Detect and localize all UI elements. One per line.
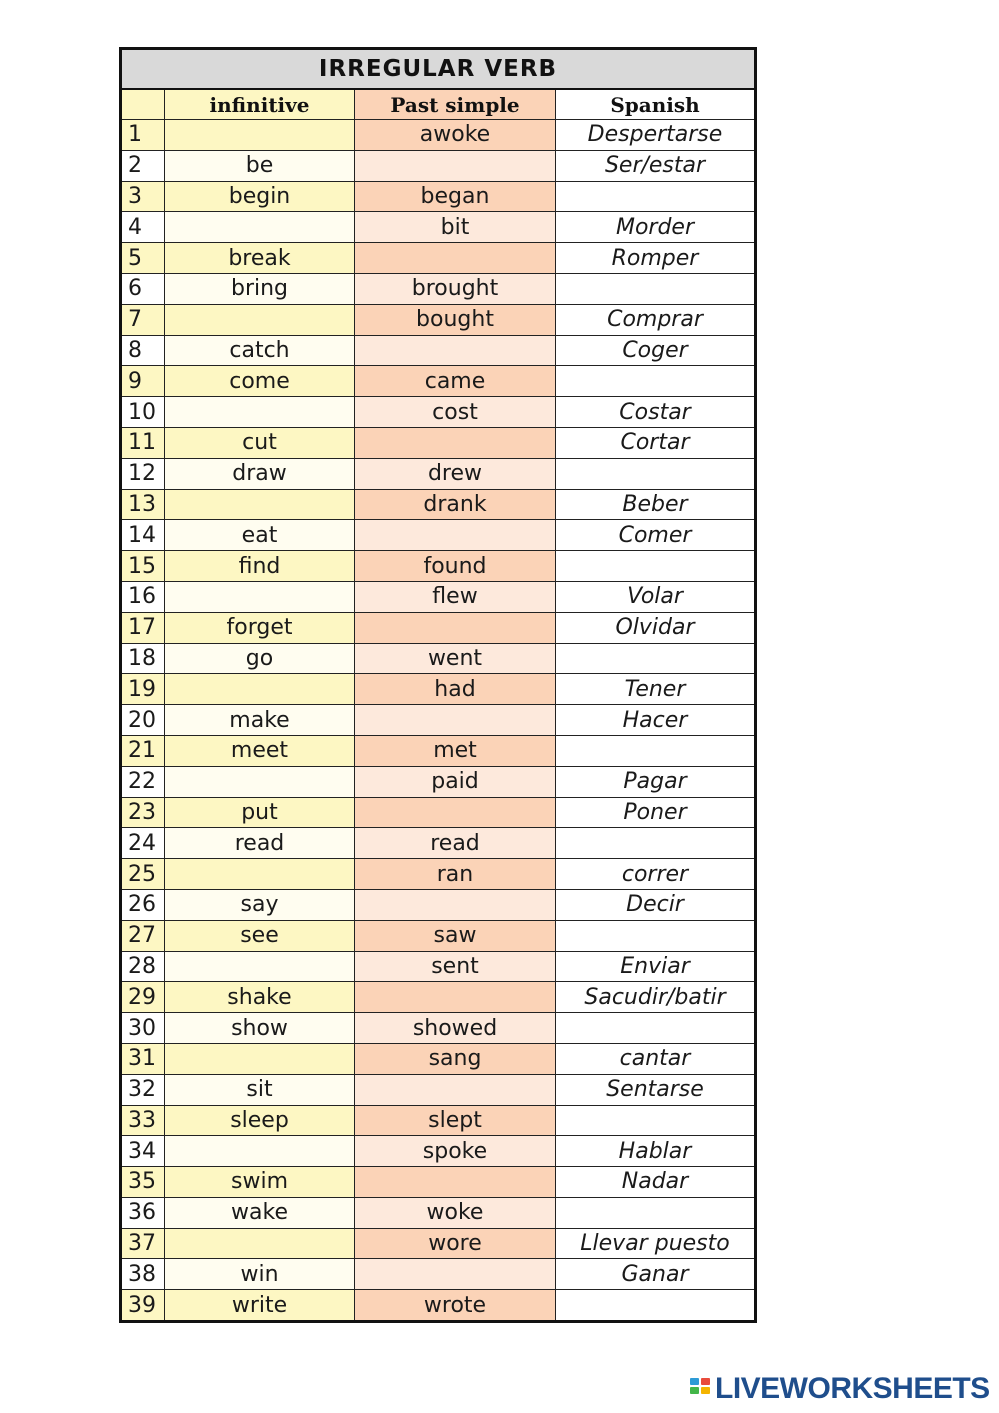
spanish-cell: Ganar <box>556 1259 756 1290</box>
infinitive-cell <box>165 489 355 520</box>
infinitive-cell: say <box>165 889 355 920</box>
table-row <box>121 612 756 643</box>
past-simple-cell <box>355 705 556 736</box>
row-number: 8 <box>121 335 165 366</box>
table-row <box>121 643 756 674</box>
past-simple-cell: ran <box>355 859 556 890</box>
past-simple-cell: woke <box>355 1197 556 1228</box>
infinitive-cell: write <box>165 1290 355 1322</box>
row-number: 30 <box>121 1013 165 1044</box>
past-simple-cell: showed <box>355 1013 556 1044</box>
row-number: 32 <box>121 1074 165 1105</box>
row-number: 7 <box>121 304 165 335</box>
row-number: 19 <box>121 674 165 705</box>
past-simple-cell: bit <box>355 212 556 243</box>
infinitive-cell: go <box>165 643 355 674</box>
row-number: 34 <box>121 1136 165 1167</box>
spanish-cell: Comprar <box>556 304 756 335</box>
row-number: 14 <box>121 520 165 551</box>
infinitive-cell <box>165 1136 355 1167</box>
spanish-cell: Romper <box>556 243 756 274</box>
table-row <box>121 489 756 520</box>
spanish-cell <box>556 643 756 674</box>
table-row <box>121 1259 756 1290</box>
spanish-cell: Nadar <box>556 1167 756 1198</box>
table-row <box>121 797 756 828</box>
brand-name: LIVEWORKSHEETS <box>715 1372 990 1405</box>
past-simple-cell: awoke <box>355 120 556 151</box>
table-row <box>121 859 756 890</box>
infinitive-cell: sit <box>165 1074 355 1105</box>
row-number: 4 <box>121 212 165 243</box>
table-row <box>121 951 756 982</box>
past-simple-cell: paid <box>355 766 556 797</box>
past-simple-cell <box>355 982 556 1013</box>
row-number: 36 <box>121 1197 165 1228</box>
table-row <box>121 1290 756 1322</box>
infinitive-cell <box>165 212 355 243</box>
irregular-verb-table <box>119 47 757 1323</box>
row-number: 24 <box>121 828 165 859</box>
spanish-cell: Poner <box>556 797 756 828</box>
liveworksheets-logo-icon <box>690 1376 712 1402</box>
row-number: 25 <box>121 859 165 890</box>
spanish-cell <box>556 735 756 766</box>
infinitive-cell: find <box>165 551 355 582</box>
past-simple-cell: spoke <box>355 1136 556 1167</box>
spanish-column-header: Spanish <box>556 89 756 120</box>
infinitive-cell: win <box>165 1259 355 1290</box>
table-row <box>121 1013 756 1044</box>
table-row <box>121 674 756 705</box>
spanish-cell: Olvidar <box>556 612 756 643</box>
spanish-cell <box>556 1197 756 1228</box>
infinitive-cell: shake <box>165 982 355 1013</box>
spanish-cell: Hacer <box>556 705 756 736</box>
past-simple-cell: went <box>355 643 556 674</box>
spanish-cell <box>556 366 756 397</box>
past-simple-cell: began <box>355 181 556 212</box>
past-simple-cell: bought <box>355 304 556 335</box>
row-number: 28 <box>121 951 165 982</box>
spanish-cell: Sentarse <box>556 1074 756 1105</box>
row-number: 21 <box>121 735 165 766</box>
infinitive-cell: cut <box>165 427 355 458</box>
spanish-cell <box>556 181 756 212</box>
row-number: 12 <box>121 458 165 489</box>
infinitive-cell: read <box>165 828 355 859</box>
infinitive-cell: meet <box>165 735 355 766</box>
spanish-cell: Coger <box>556 335 756 366</box>
table-row <box>121 520 756 551</box>
infinitive-cell: sleep <box>165 1105 355 1136</box>
spanish-cell: Beber <box>556 489 756 520</box>
infinitive-cell: forget <box>165 612 355 643</box>
row-number: 10 <box>121 397 165 428</box>
row-number: 15 <box>121 551 165 582</box>
infinitive-cell <box>165 397 355 428</box>
table-row <box>121 1043 756 1074</box>
spanish-cell <box>556 920 756 951</box>
row-number: 17 <box>121 612 165 643</box>
spanish-cell: Cortar <box>556 427 756 458</box>
infinitive-cell: be <box>165 150 355 181</box>
past-simple-cell <box>355 1167 556 1198</box>
row-number: 20 <box>121 705 165 736</box>
liveworksheets-brand <box>690 1372 990 1406</box>
row-number: 18 <box>121 643 165 674</box>
infinitive-cell <box>165 581 355 612</box>
spanish-cell: Comer <box>556 520 756 551</box>
row-number: 38 <box>121 1259 165 1290</box>
row-number: 16 <box>121 581 165 612</box>
infinitive-cell: show <box>165 1013 355 1044</box>
spanish-cell: Sacudir/batir <box>556 982 756 1013</box>
table-row <box>121 1228 756 1259</box>
spanish-cell: Hablar <box>556 1136 756 1167</box>
past-simple-cell <box>355 612 556 643</box>
spanish-cell: Llevar puesto <box>556 1228 756 1259</box>
spanish-cell <box>556 1290 756 1322</box>
past-simple-cell: had <box>355 674 556 705</box>
row-number: 23 <box>121 797 165 828</box>
table-row <box>121 150 756 181</box>
table-row <box>121 273 756 304</box>
row-number: 9 <box>121 366 165 397</box>
infinitive-cell: catch <box>165 335 355 366</box>
row-number: 35 <box>121 1167 165 1198</box>
row-number: 1 <box>121 120 165 151</box>
spanish-cell: Tener <box>556 674 756 705</box>
past-simple-cell: sent <box>355 951 556 982</box>
past-simple-cell: read <box>355 828 556 859</box>
row-number: 29 <box>121 982 165 1013</box>
table-row <box>121 304 756 335</box>
spanish-cell <box>556 458 756 489</box>
spanish-cell <box>556 551 756 582</box>
table-row <box>121 427 756 458</box>
table-row <box>121 889 756 920</box>
infinitive-cell <box>165 674 355 705</box>
table-row <box>121 551 756 582</box>
table-row <box>121 120 756 151</box>
spanish-cell: Decir <box>556 889 756 920</box>
table-row <box>121 705 756 736</box>
table-row <box>121 1197 756 1228</box>
table-row <box>121 766 756 797</box>
past-simple-cell: brought <box>355 273 556 304</box>
infinitive-cell <box>165 120 355 151</box>
table-row <box>121 181 756 212</box>
row-number: 5 <box>121 243 165 274</box>
spanish-cell <box>556 828 756 859</box>
table-row <box>121 243 756 274</box>
past-simple-cell: flew <box>355 581 556 612</box>
table-row <box>121 828 756 859</box>
infinitive-cell <box>165 766 355 797</box>
row-number: 3 <box>121 181 165 212</box>
spanish-cell: Costar <box>556 397 756 428</box>
row-number: 13 <box>121 489 165 520</box>
infinitive-cell: put <box>165 797 355 828</box>
spanish-cell: Volar <box>556 581 756 612</box>
infinitive-cell: draw <box>165 458 355 489</box>
spanish-cell: Ser/estar <box>556 150 756 181</box>
table-row <box>121 397 756 428</box>
past-simple-cell: wrote <box>355 1290 556 1322</box>
table-row <box>121 1167 756 1198</box>
past-simple-cell: came <box>355 366 556 397</box>
past-simple-cell <box>355 335 556 366</box>
past-simple-cell: drew <box>355 458 556 489</box>
table-row <box>121 581 756 612</box>
verb-rows <box>121 120 756 1322</box>
table-row <box>121 366 756 397</box>
past-simple-cell <box>355 1074 556 1105</box>
row-number: 39 <box>121 1290 165 1322</box>
table-row <box>121 1105 756 1136</box>
past-simple-cell <box>355 889 556 920</box>
row-number: 11 <box>121 427 165 458</box>
infinitive-cell: swim <box>165 1167 355 1198</box>
past-simple-cell <box>355 797 556 828</box>
infinitive-column-header: infinitive <box>165 89 355 120</box>
past-simple-cell <box>355 1259 556 1290</box>
table-row <box>121 1136 756 1167</box>
spanish-cell: cantar <box>556 1043 756 1074</box>
infinitive-cell <box>165 859 355 890</box>
row-number: 33 <box>121 1105 165 1136</box>
row-number: 31 <box>121 1043 165 1074</box>
infinitive-cell: bring <box>165 273 355 304</box>
past-simple-cell <box>355 243 556 274</box>
spanish-cell <box>556 273 756 304</box>
infinitive-cell: make <box>165 705 355 736</box>
infinitive-cell: come <box>165 366 355 397</box>
row-number: 6 <box>121 273 165 304</box>
spanish-cell: Morder <box>556 212 756 243</box>
infinitive-cell <box>165 951 355 982</box>
past-simple-cell <box>355 520 556 551</box>
infinitive-cell <box>165 1043 355 1074</box>
table-row <box>121 735 756 766</box>
row-number: 27 <box>121 920 165 951</box>
table-row <box>121 982 756 1013</box>
infinitive-cell: wake <box>165 1197 355 1228</box>
infinitive-cell: break <box>165 243 355 274</box>
table-row <box>121 212 756 243</box>
past-simple-cell: slept <box>355 1105 556 1136</box>
row-number: 2 <box>121 150 165 181</box>
infinitive-cell <box>165 304 355 335</box>
spanish-cell: correr <box>556 859 756 890</box>
worksheet-title: IRREGULAR VERB <box>121 49 756 90</box>
infinitive-cell: eat <box>165 520 355 551</box>
past-simple-cell: sang <box>355 1043 556 1074</box>
row-number: 37 <box>121 1228 165 1259</box>
spanish-cell <box>556 1105 756 1136</box>
past-simple-cell: wore <box>355 1228 556 1259</box>
past-simple-cell: drank <box>355 489 556 520</box>
past-simple-cell <box>355 150 556 181</box>
infinitive-cell: see <box>165 920 355 951</box>
past-simple-cell: cost <box>355 397 556 428</box>
past-simple-cell: saw <box>355 920 556 951</box>
spanish-cell: Despertarse <box>556 120 756 151</box>
table-row <box>121 1074 756 1105</box>
table-row <box>121 458 756 489</box>
row-number: 26 <box>121 889 165 920</box>
number-column-header <box>121 89 165 120</box>
infinitive-cell: begin <box>165 181 355 212</box>
row-number: 22 <box>121 766 165 797</box>
past-simple-cell: found <box>355 551 556 582</box>
spanish-cell <box>556 1013 756 1044</box>
past-simple-cell <box>355 427 556 458</box>
table-row <box>121 335 756 366</box>
past-simple-cell: met <box>355 735 556 766</box>
spanish-cell: Enviar <box>556 951 756 982</box>
table-row <box>121 920 756 951</box>
infinitive-cell <box>165 1228 355 1259</box>
past-simple-column-header: Past simple <box>355 89 556 120</box>
spanish-cell: Pagar <box>556 766 756 797</box>
